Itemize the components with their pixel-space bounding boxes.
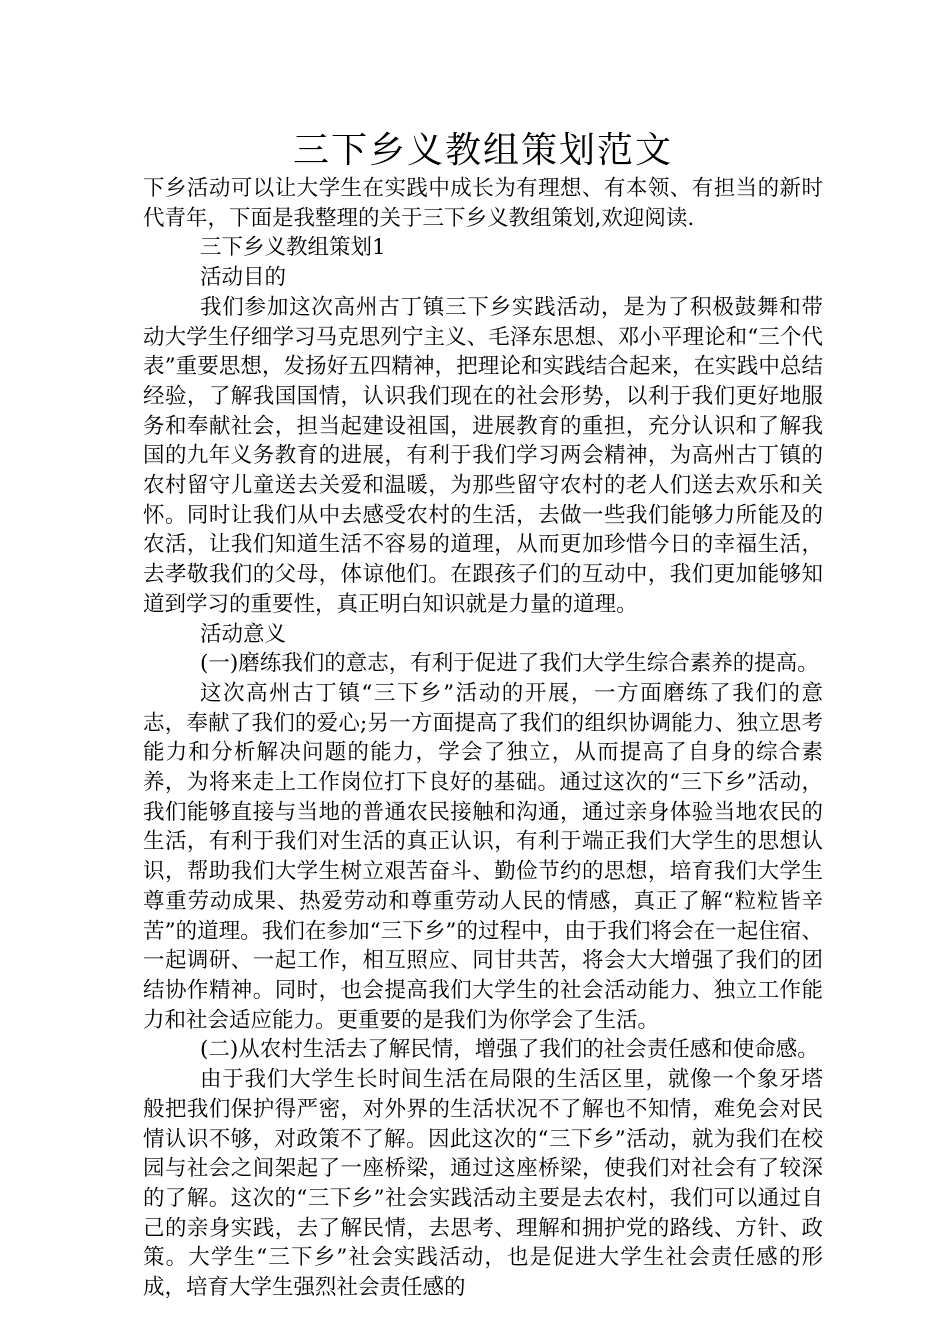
significance-heading: 活动意义 [200,621,287,647]
purpose-paragraph: 我们参加这次高州古丁镇三下乡实践活动，是为了积极鼓舞和带动大学生仔细学习马克思列宁主义、毛泽东思想、邓小平理论和“三个代表”重要思想，发扬好五四精神，把理论和实践结合起来，在实践中总结经验，了解我国国情，认识我们现在的社会形势，以利于我们更好地服务和奉献社会，担当起建设祖国，进展教育的重担，充分认识和了解我国的九年义务教育的进展，有利于我们学习两会精神，为高州古丁镇的农村留守儿童送去关爱和温暖，为那些留守农村的老人们送去欢乐和关怀。同时让我们从中去感受农村的生活，去做一些我们能够力所能及的农活，让我们知道生活不容易的道理，从而更加珍惜今日的幸福生活，去孝敬我们的父母，体谅他们。在跟孩子们的互动中，我们更加能够知道到学习的重要性，真正明白知识就是力量的道理。 [143,294,823,617]
document-title: 三下乡义教组策划范文 [292,130,673,171]
intro-paragraph: 下乡活动可以让大学生在实践中成长为有理想、有本领、有担当的新时代青年，下面是我整理的关于三下乡义教组策划,欢迎阅读. [143,176,823,231]
section-heading: 三下乡义教组策划1 [200,235,386,261]
point2-heading: (二)从农村生活去了解民情，增强了我们的社会责任感和使命感。 [200,1037,819,1063]
point1-paragraph: 这次高州古丁镇“三下乡”活动的开展，一方面磨练了我们的意志，奉献了我们的爱心;另一方面提高了我们的组织协调能力、独立思考能力和分析解决问题的能力，学会了独立，从而提高了自身的综合素养，为将来走上工作岗位打下良好的基础。通过这次的“三下乡”活动，我们能够直接与当地的普通农民接触和沟通，通过亲身体验当地农民的生活，有利于我们对生活的真正认识，有利于端正我们大学生的思想认识，帮助我们大学生树立艰苦奋斗、勤俭节约的思想，培育我们大学生尊重劳动成果、热爱劳动和尊重劳动人民的情感，真正了解“粒粒皆辛苦”的道理。我们在参加“三下乡”的过程中，由于我们将会在一起住宿、一起调研、一起工作，相互照应、同甘共苦，将会大大增强了我们的团结协作精神。同时，也会提高我们大学生的社会活动能力、独立工作能力和社会适应能力。更重要的是我们为你学会了生活。 [143,680,823,1033]
point1-heading: (一)磨练我们的意志，有利于促进了我们大学生综合素养的提高。 [200,651,819,677]
document-page [143,128,823,1303]
point2-paragraph: 由于我们大学生长时间生活在局限的生活区里，就像一个象牙塔般把我们保护得严密，对外界的生活状况不了解也不知情，难免会对民情认识不够，对政策不了解。因此这次的“三下乡”活动，就为我们在校园与社会之间架起了一座桥梁，通过这座桥梁，使我们对社会有了较深的了解。这次的“三下乡”社会实践活动主要是去农村，我们可以通过自己的亲身实践，去了解民情，去思考、理解和拥护党的路线、方针、政策。大学生“三下乡”社会实践活动，也是促进大学生社会责任感的形成，培育大学生强烈社会责任感的 [143,1067,823,1301]
purpose-heading: 活动目的 [200,265,287,291]
